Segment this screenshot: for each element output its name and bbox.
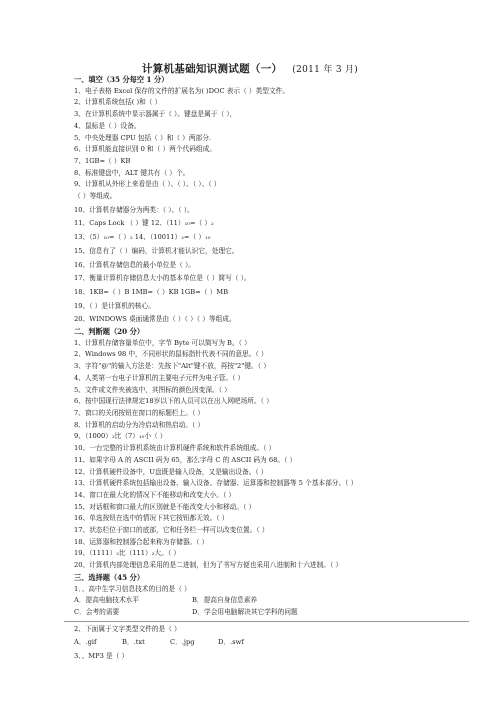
fill-in-question: 15、信息有了（ ）编码，计算机才能认识它，处理它。 <box>74 246 239 255</box>
fill-in-question: 1、电子表格 Excel 保存的文件的扩展名为( )DOC 表示（ ）类型文件。 <box>74 86 290 95</box>
multiple-choice-question <box>74 624 466 663</box>
true-false-question: 12、计算机硬件设备中，U盘既是输入设备，又是输出设备。（ ） <box>74 467 268 476</box>
fill-in-question: 6、计算机能直接识别 0 和（ ）两个代码组成。 <box>74 145 216 154</box>
multiple-choice-question <box>74 584 466 619</box>
true-false-question: 7、窗口的关闭按钮在窗口的标题栏上。（ ） <box>74 408 205 417</box>
true-false-question: 6、按中国现行法律规定18岁以下的人员可以在出入网吧场所。（ ） <box>74 397 273 406</box>
fill-in-question-list <box>74 86 466 326</box>
question-stem: 1．、高中生学习信息技术的目的是（ ） <box>74 584 191 593</box>
true-false-question: 17、状态栏位于窗口的底部，它和任务栏一样可以改变位置。（ ） <box>74 526 269 535</box>
option: A．.gif <box>74 638 97 647</box>
true-false-question: 14、窗口在最大化的情况下不能移动和改变大小。（ ） <box>74 490 236 499</box>
fill-in-question: 8、标准键盘中，ALT 键共有（ ）个。 <box>74 168 190 177</box>
fill-in-question: 18、1KB=（ ）B 1MB=（ ）KB 1GB=（ ）MB <box>74 287 229 296</box>
option: C．.jpg <box>170 638 195 647</box>
true-false-question: 4、人类第一台电子计算机的主要电子元件为电子管。（ ） <box>74 373 245 382</box>
fill-in-question: 7、1GB=（ ）KB <box>74 156 131 165</box>
true-false-question: 13、计算机硬件系统包括输出设备、输入设备、存储器、运算器和控制器等 5 个基本部分。（ ） <box>74 479 358 488</box>
true-false-question: 18、运算器和控制器合起来称为存储器。（ ） <box>74 537 209 546</box>
option: D．.swf <box>218 638 244 647</box>
fill-in-question: 3、在计算机系统中显示器属于（ ）。键盘是属于（ ）， <box>74 110 237 119</box>
option: B．.txt <box>122 638 145 647</box>
option: A．提高电脑技术水平 <box>74 596 140 605</box>
option: C．会考的需要 <box>74 607 120 616</box>
fill-in-question: 20、WINDOWS 桌面通常是由（ ）（ ）（ ）等组成。 <box>74 315 236 324</box>
exam-date: (2011 年 3 月) <box>292 65 359 75</box>
section-heading-multiple-choice: 三、选择题（45 分） <box>74 572 145 582</box>
true-false-question: 3、字符"@"的输入方法是：先按下"Alt"键不放，再按"2"键。（ ） <box>74 362 270 371</box>
true-false-question: 16、单选按钮在选中的情况下其它按钮都无效。（ ） <box>74 514 229 523</box>
exam-title-main: 计算机基础知识测试题（一） <box>141 63 283 75</box>
fill-in-question: 19、（ ）是计算机的核心。 <box>74 301 155 310</box>
true-false-question: 20、计算机内部处理信息采用的是二进制，但为了书写方便也采用八进制和十六进制。（ ） <box>74 561 343 570</box>
true-false-question: 8、计算机的启动分为冷启动和热启动。（ ） <box>74 420 205 429</box>
true-false-question: 1、计算机存储容量单位中，字节 Byte 可以简写为 B。（ ） <box>74 338 251 347</box>
fill-in-question: 13、（5）₁₀=（ ）₂ 14、（10011）₂=（ ）₁₀ <box>74 233 211 242</box>
option-row <box>74 637 466 649</box>
exam-body <box>74 74 466 663</box>
true-false-question: 9、（1000）₂比（7）₁₀小（ ） <box>74 432 167 441</box>
true-false-question: 5、文件或文件夹被选中，其图标的颜色因变深。（ ） <box>74 385 231 394</box>
divider <box>64 621 469 622</box>
true-false-question: 10、一台完整的计算机系统由计算机硬件系统和软件系统组成。（ ） <box>74 444 276 453</box>
fill-in-question: 10、计算机存储器分为两类：（ ）、（ ）。 <box>74 205 194 214</box>
true-false-question: 15、对话框和窗口最大的区别就是不能改变大小和移动。（ ） <box>74 502 256 511</box>
fill-in-question: 11、Caps Lock （ ）键 12、（11）₁₀=（ ）₂ <box>74 219 214 228</box>
option-row <box>74 595 466 607</box>
option-row <box>74 607 466 619</box>
fill-in-question: 16、计算机存储信息的最小单位是（ ）。 <box>74 260 195 269</box>
true-false-question: 19、（1111）₂比（111）₂大。（ ） <box>74 549 180 558</box>
fill-in-question: 2、计算机系统包括( )和（ ） <box>74 98 162 107</box>
question-stem: 2、下面属于文字类型文件的是（ ） <box>74 624 181 633</box>
option: B．提高自身信息素养 <box>192 596 258 605</box>
fill-in-question: （ ）等组成。 <box>74 192 117 201</box>
fill-in-question: 9、计算机从外形上来看是由（ ）、（ ）、（ ）、（ ） <box>74 180 221 189</box>
fill-in-question: 17、衡量计算机存储信息大小的基本单位是（ ）简写（ ）。 <box>74 274 251 283</box>
section-heading-true-false: 二、判断题（20 分） <box>74 327 145 337</box>
section-heading-fill-in: 一、填空（35 分每空 1 分） <box>74 75 169 84</box>
option: D．学会用电脑解决其它学科的问题 <box>192 607 298 616</box>
fill-in-question: 4、鼠标是（ ）设备。 <box>74 121 141 130</box>
true-false-question: 2、Windows 98 中，不同形状的鼠标指针代表不同的意思。（ ） <box>74 350 268 359</box>
true-false-question-list <box>74 338 466 572</box>
question-stem: 3、、MP3 是（ ） <box>74 652 129 661</box>
fill-in-question: 5、中央处理器 CPU 包括（ ）和（ ）两部分. <box>74 133 212 142</box>
true-false-question: 11、如果字母 A 的 ASCII 码为 65，那么字母 C 的 ASCII 码为 68。（ ） <box>74 455 297 464</box>
